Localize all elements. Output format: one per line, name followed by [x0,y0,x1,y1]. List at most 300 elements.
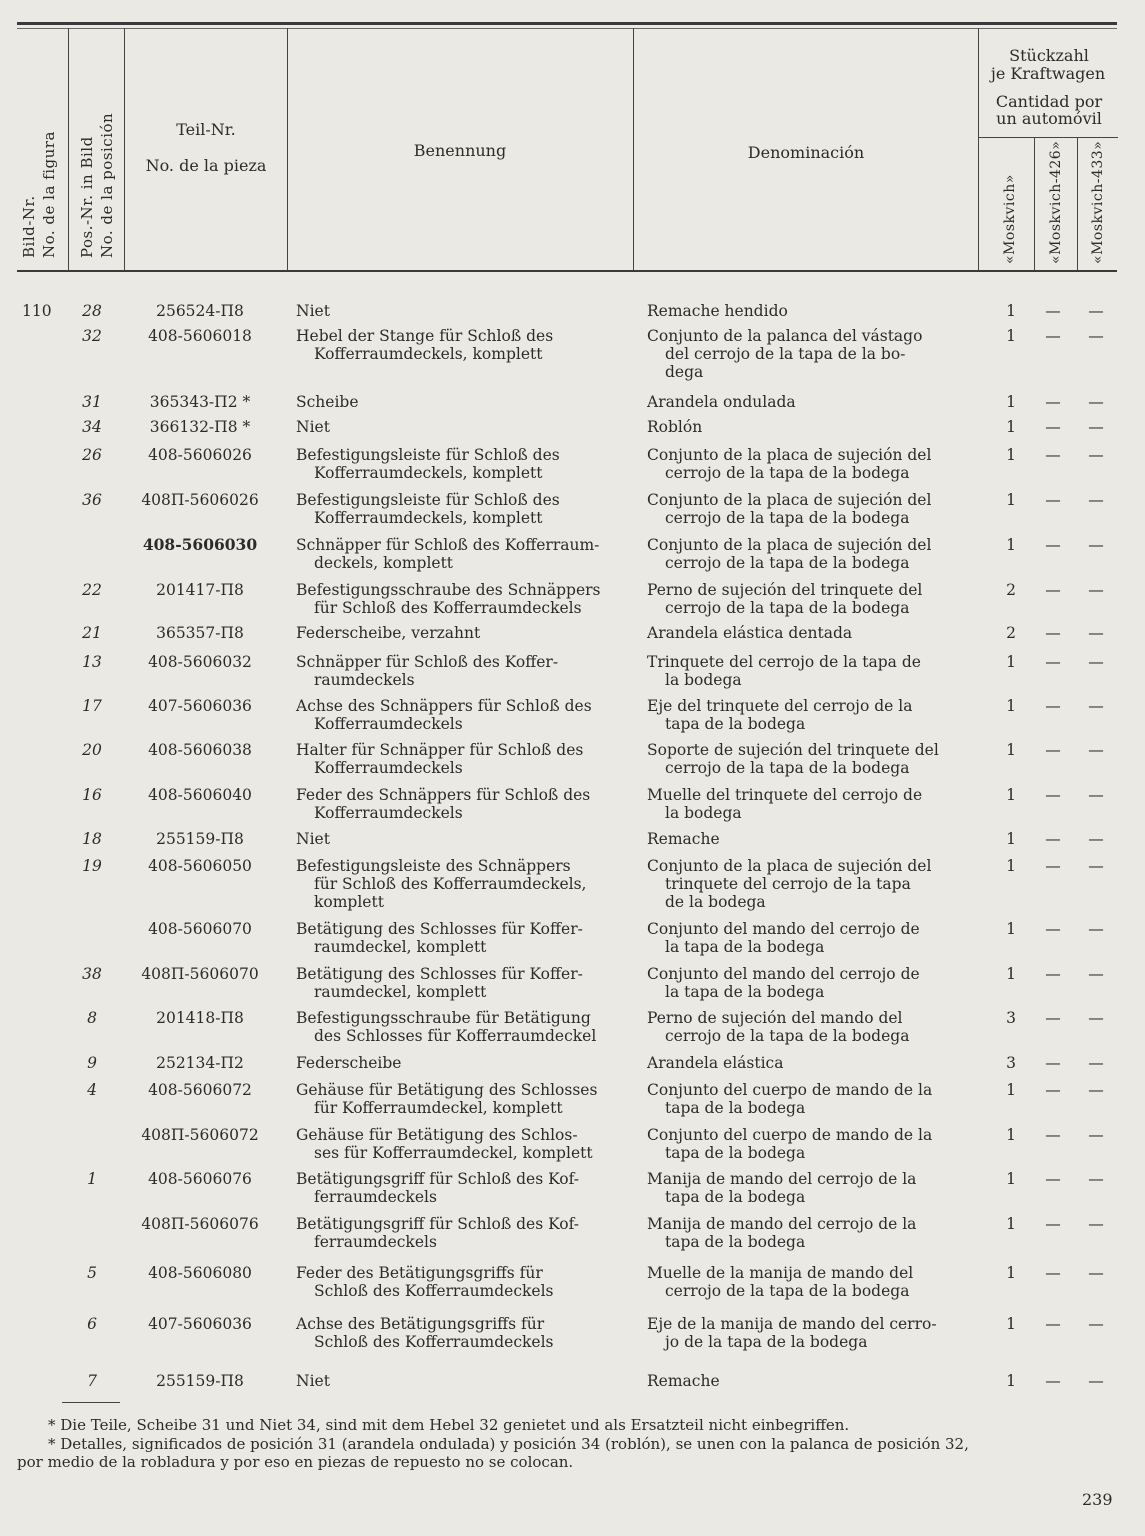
header-stueckzahl: Stückzahl [1009,46,1089,65]
quantity-cell: — [1045,857,1061,875]
quantity-cell: — [1045,1372,1061,1390]
designation-german [296,393,610,411]
position-number: 16 [82,786,102,804]
part-number: 408П-5606070 [141,965,259,983]
part-number: 408-5606040 [148,786,252,804]
quantity-cell: 1 [1006,1264,1016,1282]
quantity-cell: 1 [1006,653,1016,671]
header-je-kraftwagen: je Kraftwagen [990,64,1106,83]
quantity-cell: 1 [1006,857,1016,875]
designation-spanish-line: Eje del trinquete del cerrojo de la [647,697,913,715]
header-model-moskvich-433: «Moskvich-433» [1090,140,1106,264]
footnote-de: * Die Teile, Scheibe 31 und Niet 34, sind mit dem Hebel 32 genietet und als Ersatzteil nicht einbegriffen. [48,1416,850,1434]
designation-spanish-line: Arandela elástica dentada [647,624,853,642]
quantity-cell: — [1045,418,1061,436]
designation-german-line: Betätigung des Schlosses für Koffer- [296,920,583,938]
designation-spanish-line: Arandela elástica [647,1054,784,1072]
quantity-cell: — [1088,418,1104,436]
designation-german-line: Kofferraumdeckels [314,759,463,777]
part-number: 365343-П2 * [149,393,251,411]
designation-german-line: des Schlosses für Kofferraumdeckel [314,1027,597,1045]
designation-spanish [647,830,959,848]
quantity-cell: 1 [1006,965,1016,983]
part-number: 408П-5606076 [141,1215,259,1233]
designation-spanish-line: Conjunto de la palanca del vástago [647,327,923,345]
designation-german [296,1126,610,1162]
position-number: 20 [82,741,102,759]
quantity-cell: 1 [1006,1170,1016,1188]
designation-german-line: komplett [314,893,384,911]
header-no-figura: No. de la figura [40,131,58,258]
designation-spanish-line: Manija de mando del cerrojo de la [647,1170,917,1188]
position-number: 21 [82,624,102,642]
designation-spanish [647,1009,959,1045]
designation-spanish [647,741,959,777]
quantity-cell: — [1045,1081,1061,1099]
header-no-pieza: No. de la pieza [145,156,267,175]
quantity-cell: — [1045,1315,1061,1333]
designation-spanish [647,965,959,1001]
position-number: 22 [82,581,102,599]
designation-german [296,1215,610,1251]
designation-spanish [647,1170,959,1206]
designation-spanish-line: Muelle del trinquete del cerrojo de [647,786,923,804]
designation-german-line: Befestigungsschraube des Schnäppers [296,581,601,599]
footnote-es-2: por medio de la robladura y por eso en piezas de repuesto no se colocan. [17,1453,574,1471]
designation-german-line: raumdeckel, komplett [314,983,487,1001]
designation-german-line: Kofferraumdeckels, komplett [314,464,543,482]
quantity-cell: 2 [1006,624,1016,642]
quantity-cell: — [1045,1170,1061,1188]
designation-german [296,1054,610,1072]
col-divider [68,28,69,270]
quantity-cell: — [1088,1081,1104,1099]
designation-spanish-line: del cerrojo de la tapa de la bo- [665,345,906,363]
header-model-moskvich-426: «Moskvich-426» [1048,140,1064,264]
page-number: 239 [1082,1490,1113,1509]
designation-german [296,1170,610,1206]
designation-spanish [647,624,959,642]
quantity-cell: — [1045,697,1061,715]
quantity-cell: — [1088,1264,1104,1282]
header-un-automovil: un automóvil [996,109,1102,128]
quantity-cell: 1 [1006,697,1016,715]
quantity-cell: — [1045,1215,1061,1233]
header-top-rule [17,22,1117,25]
designation-spanish [647,491,959,527]
header-teil-nr: Teil-Nr. [176,120,236,139]
designation-spanish [647,1126,959,1162]
quantity-cell: 1 [1006,786,1016,804]
quantity-cell: — [1088,741,1104,759]
designation-german-line: Kofferraumdeckels [314,804,463,822]
designation-spanish [647,697,959,733]
part-number: 407-5606036 [148,697,252,715]
designation-german [296,446,610,482]
part-number: 408-5606032 [148,653,252,671]
quantity-cell: — [1088,830,1104,848]
quantity-cell: — [1088,581,1104,599]
position-number: 1 [87,1170,97,1188]
designation-spanish-line: la tapa de la bodega [665,938,825,956]
quantity-cell: — [1088,393,1104,411]
quantity-cell: 1 [1006,393,1016,411]
header-model-moskvich: «Moskvich» [1002,174,1018,264]
header-denominacion: Denominación [747,143,865,162]
designation-spanish-line: cerrojo de la tapa de la bodega [665,554,910,572]
footnote-rule [62,1402,120,1403]
designation-german-line: Kofferraumdeckels, komplett [314,509,543,527]
part-number: 255159-П8 [156,830,244,848]
designation-spanish-line: Conjunto de la placa de sujeción del [647,536,932,554]
position-number: 4 [87,1081,97,1099]
quantity-cell: — [1045,446,1061,464]
quantity-cell: — [1088,1054,1104,1072]
header-bild-nr: Bild-Nr. [20,195,38,258]
designation-spanish [647,653,959,689]
designation-german-line: ses für Kofferraumdeckel, komplett [314,1144,593,1162]
quantity-cell: — [1045,920,1061,938]
designation-german-line: Feder des Betätigungsgriffs für [296,1264,543,1282]
quantity-cell: 1 [1006,536,1016,554]
quantity-cell: — [1045,1009,1061,1027]
part-number: 408-5606070 [148,920,252,938]
designation-german-line: Schnäpper für Schloß des Koffer- [296,653,559,671]
designation-spanish-line: Remache [647,1372,720,1390]
quantity-cell: 1 [1006,920,1016,938]
designation-german-line: Scheibe [296,393,359,411]
designation-german-line: für Kofferraumdeckel, komplett [314,1099,563,1117]
designation-german-line: Niet [296,302,330,320]
designation-spanish-line: cerrojo de la tapa de la bodega [665,759,910,777]
designation-spanish-line: Perno de sujeción del trinquete del [647,581,923,599]
position-number: 9 [87,1054,97,1072]
quantity-cell: — [1045,491,1061,509]
position-number: 7 [87,1372,97,1390]
part-number: 408-5606038 [148,741,252,759]
designation-spanish-line: Conjunto del cuerpo de mando de la [647,1126,933,1144]
designation-german [296,1081,610,1117]
part-number: 408П-5606026 [141,491,259,509]
quantity-cell: — [1045,581,1061,599]
designation-german-line: Niet [296,418,330,436]
designation-german-line: Betätigung des Schlosses für Koffer- [296,965,583,983]
designation-spanish-line: la bodega [665,671,742,689]
designation-spanish-line: tapa de la bodega [665,1144,806,1162]
designation-german-line: Achse des Betätigungsgriffs für [296,1315,545,1333]
designation-spanish [647,920,959,956]
designation-german [296,327,610,363]
quantity-cell: — [1045,624,1061,642]
quantity-cell: — [1088,302,1104,320]
designation-german [296,418,610,436]
quantity-cell: — [1088,1126,1104,1144]
designation-german-line: Kofferraumdeckels [314,715,463,733]
designation-german-line: raumdeckel, komplett [314,938,487,956]
designation-spanish-line: trinquete del cerrojo de la tapa [665,875,911,893]
designation-spanish-line: tapa de la bodega [665,715,806,733]
quantity-cell: — [1045,1054,1061,1072]
position-number: 17 [82,697,102,715]
designation-spanish-line: Perno de sujeción del mando del [647,1009,903,1027]
designation-spanish [647,1315,959,1351]
designation-spanish [647,536,959,572]
quantity-cell: 1 [1006,327,1016,345]
part-number: 366132-П8 * [149,418,251,436]
designation-german [296,830,610,848]
part-number: 407-5606036 [148,1315,252,1333]
designation-german [296,697,610,733]
position-number: 38 [82,965,102,983]
col-divider [1077,137,1078,270]
designation-spanish [647,1372,959,1390]
quantity-cell: 3 [1006,1054,1016,1072]
quantity-cell: 1 [1006,741,1016,759]
designation-spanish-line: Remache hendido [647,302,788,320]
quantity-cell: — [1088,786,1104,804]
figure-number: 110 [22,302,52,320]
part-number: 408-5606080 [148,1264,252,1282]
quantity-cell: — [1088,965,1104,983]
designation-spanish-line: Roblón [647,418,703,436]
quantity-cell: 1 [1006,1081,1016,1099]
designation-spanish-line: cerrojo de la tapa de la bodega [665,1027,910,1045]
designation-german-line: Befestigungsleiste des Schnäppers [296,857,571,875]
quantity-cell: — [1045,653,1061,671]
designation-spanish-line: tapa de la bodega [665,1099,806,1117]
designation-german [296,1264,610,1300]
position-number: 36 [82,491,102,509]
designation-spanish [647,581,959,617]
designation-spanish-line: dega [665,363,704,381]
designation-spanish-line: cerrojo de la tapa de la bodega [665,464,910,482]
designation-spanish [647,1215,959,1251]
quantity-cell: — [1088,624,1104,642]
position-number: 8 [87,1009,97,1027]
part-number: 408-5606076 [148,1170,252,1188]
part-number: 255159-П8 [156,1372,244,1390]
part-number: 408-5606030 [142,535,258,554]
designation-spanish-line: Conjunto de la placa de sujeción del [647,857,932,875]
quantity-cell: — [1045,1264,1061,1282]
designation-german-line: Feder des Schnäppers für Schloß des [296,786,591,804]
designation-spanish-line: cerrojo de la tapa de la bodega [665,1282,910,1300]
designation-german-line: Befestigungsleiste für Schloß des [296,491,560,509]
col-divider [1034,137,1035,270]
designation-spanish-line: cerrojo de la tapa de la bodega [665,509,910,527]
part-number: 408-5606018 [148,327,252,345]
designation-spanish-line: Conjunto del mando del cerrojo de [647,965,920,983]
designation-spanish-line: Eje de la manija de mando del cerro- [647,1315,937,1333]
designation-german [296,965,610,1001]
quantity-cell: — [1088,536,1104,554]
designation-german-line: Niet [296,1372,330,1390]
footnote-es-1: * Detalles, significados de posición 31 (arandela ondulada) y posición 34 (roblón), se unen con la palanca de posición 32, [48,1435,969,1453]
designation-german-line: Schnäpper für Schloß des Kofferraum- [296,536,600,554]
quantity-cell: — [1088,1215,1104,1233]
designation-spanish [647,857,959,911]
quantity-cell: — [1088,920,1104,938]
designation-german [296,786,610,822]
part-number: 252134-П2 [156,1054,244,1072]
designation-spanish-line: Manija de mando del cerrojo de la [647,1215,917,1233]
col-divider [633,28,634,270]
col-divider [287,28,288,270]
designation-german-line: Gehäuse für Betätigung des Schlos- [296,1126,578,1144]
quantity-cell: 1 [1006,491,1016,509]
part-number: 256524-П8 [156,302,244,320]
designation-german-line: für Schloß des Kofferraumdeckels [314,599,582,617]
designation-spanish [647,302,959,320]
header-top-rule-thin [17,28,1117,29]
quantity-cell: — [1045,327,1061,345]
quantity-cell: — [1045,536,1061,554]
part-number: 408-5606072 [148,1081,252,1099]
quantity-cell: — [1088,697,1104,715]
quantity-cell: — [1088,857,1104,875]
position-number: 13 [82,653,102,671]
quantity-cell: — [1088,491,1104,509]
designation-spanish [647,1081,959,1117]
designation-spanish-line: Conjunto de la placa de sujeción del [647,446,932,464]
designation-spanish [647,1264,959,1300]
designation-german-line: Achse des Schnäppers für Schloß des [296,697,592,715]
quantity-cell: — [1088,1009,1104,1027]
part-number: 408П-5606072 [141,1126,259,1144]
designation-german-line: Halter für Schnäpper für Schloß des [296,741,584,759]
designation-german-line: Gehäuse für Betätigung des Schlosses [296,1081,598,1099]
qty-header-divider [978,137,1118,138]
position-number: 5 [87,1264,97,1282]
designation-german [296,491,610,527]
part-number: 408-5606026 [148,446,252,464]
designation-spanish-line: Conjunto de la placa de sujeción del [647,491,932,509]
position-number: 32 [82,327,102,345]
designation-german-line: Niet [296,830,330,848]
designation-spanish-line: jo de la tapa de la bodega [665,1333,868,1351]
header-no-posicion: No. de la posición [98,112,116,258]
designation-german-line: Schloß des Kofferraumdeckels [314,1282,554,1300]
designation-spanish [647,1054,959,1072]
designation-german-line: Befestigungsleiste für Schloß des [296,446,560,464]
part-number: 365357-П8 [156,624,244,642]
position-number: 31 [82,393,102,411]
designation-german-line: Befestigungsschraube für Betätigung [296,1009,591,1027]
quantity-cell: 2 [1006,581,1016,599]
designation-german-line: Federscheibe [296,1054,402,1072]
designation-spanish-line: la tapa de la bodega [665,983,825,1001]
designation-german-line: deckels, komplett [314,554,454,572]
designation-german [296,741,610,777]
quantity-cell: 3 [1006,1009,1016,1027]
designation-german [296,653,610,689]
quantity-cell: — [1045,393,1061,411]
position-number: 18 [82,830,102,848]
quantity-cell: — [1088,446,1104,464]
position-number: 19 [82,857,102,875]
header-benennung: Benennung [413,141,507,160]
designation-german-line: Schloß des Kofferraumdeckels [314,1333,554,1351]
designation-german-line: für Schloß des Kofferraumdeckels, [314,875,587,893]
quantity-cell: — [1088,1170,1104,1188]
position-number: 6 [87,1315,97,1333]
quantity-cell: 1 [1006,302,1016,320]
quantity-cell: 1 [1006,418,1016,436]
quantity-cell: — [1088,1315,1104,1333]
designation-spanish [647,327,959,381]
designation-spanish-line: la bodega [665,804,742,822]
quantity-cell: — [1045,965,1061,983]
part-number: 201418-П8 [156,1009,244,1027]
quantity-cell: 1 [1006,446,1016,464]
designation-spanish-line: Conjunto del mando del cerrojo de [647,920,920,938]
quantity-cell: — [1045,1126,1061,1144]
designation-german [296,857,610,911]
position-number: 34 [82,418,102,436]
designation-spanish [647,418,959,436]
designation-german-line: ferraumdeckels [314,1188,437,1206]
designation-german-line: Betätigungsgriff für Schloß des Kof- [296,1215,580,1233]
designation-spanish-line: Remache [647,830,720,848]
designation-german-line: Kofferraumdeckels, komplett [314,345,543,363]
quantity-cell: 1 [1006,1372,1016,1390]
designation-spanish-line: tapa de la bodega [665,1188,806,1206]
designation-spanish-line: Muelle de la manija de mando del [647,1264,914,1282]
quantity-cell: — [1088,327,1104,345]
quantity-cell: — [1045,830,1061,848]
designation-german-line: ferraumdeckels [314,1233,437,1251]
quantity-cell: — [1045,302,1061,320]
col-divider [124,28,125,270]
designation-spanish-line: tapa de la bodega [665,1233,806,1251]
quantity-cell: — [1088,1372,1104,1390]
designation-spanish-line: Conjunto del cuerpo de mando de la [647,1081,933,1099]
quantity-cell: — [1045,741,1061,759]
quantity-cell: 1 [1006,1215,1016,1233]
quantity-cell: — [1088,653,1104,671]
position-number: 28 [82,302,102,320]
designation-german [296,581,610,617]
quantity-cell: — [1045,786,1061,804]
designation-spanish-line: de la bodega [665,893,766,911]
designation-spanish-line: Arandela ondulada [647,393,796,411]
quantity-cell: 1 [1006,830,1016,848]
designation-german-line: Federscheibe, verzahnt [296,624,481,642]
designation-spanish-line: Soporte de sujeción del trinquete del [647,741,939,759]
header-bottom-rule [17,270,1117,272]
designation-german [296,624,610,642]
designation-german-line: Betätigungsgriff für Schloß des Kof- [296,1170,580,1188]
designation-spanish [647,393,959,411]
designation-german [296,1372,610,1390]
designation-german-line: raumdeckels [314,671,415,689]
part-number: 201417-П8 [156,581,244,599]
quantity-cell: 1 [1006,1126,1016,1144]
designation-spanish [647,786,959,822]
position-number: 26 [82,446,102,464]
designation-german [296,536,610,572]
header-cantidad: Cantidad por [995,92,1103,111]
designation-spanish-line: cerrojo de la tapa de la bodega [665,599,910,617]
designation-spanish [647,446,959,482]
designation-german [296,920,610,956]
designation-german [296,302,610,320]
designation-spanish-line: Trinquete del cerrojo de la tapa de [647,653,921,671]
designation-german [296,1315,610,1351]
designation-german-line: Hebel der Stange für Schloß des [296,327,554,345]
designation-german [296,1009,610,1045]
header-pos-nr: Pos.-Nr. in Bild [78,136,96,258]
